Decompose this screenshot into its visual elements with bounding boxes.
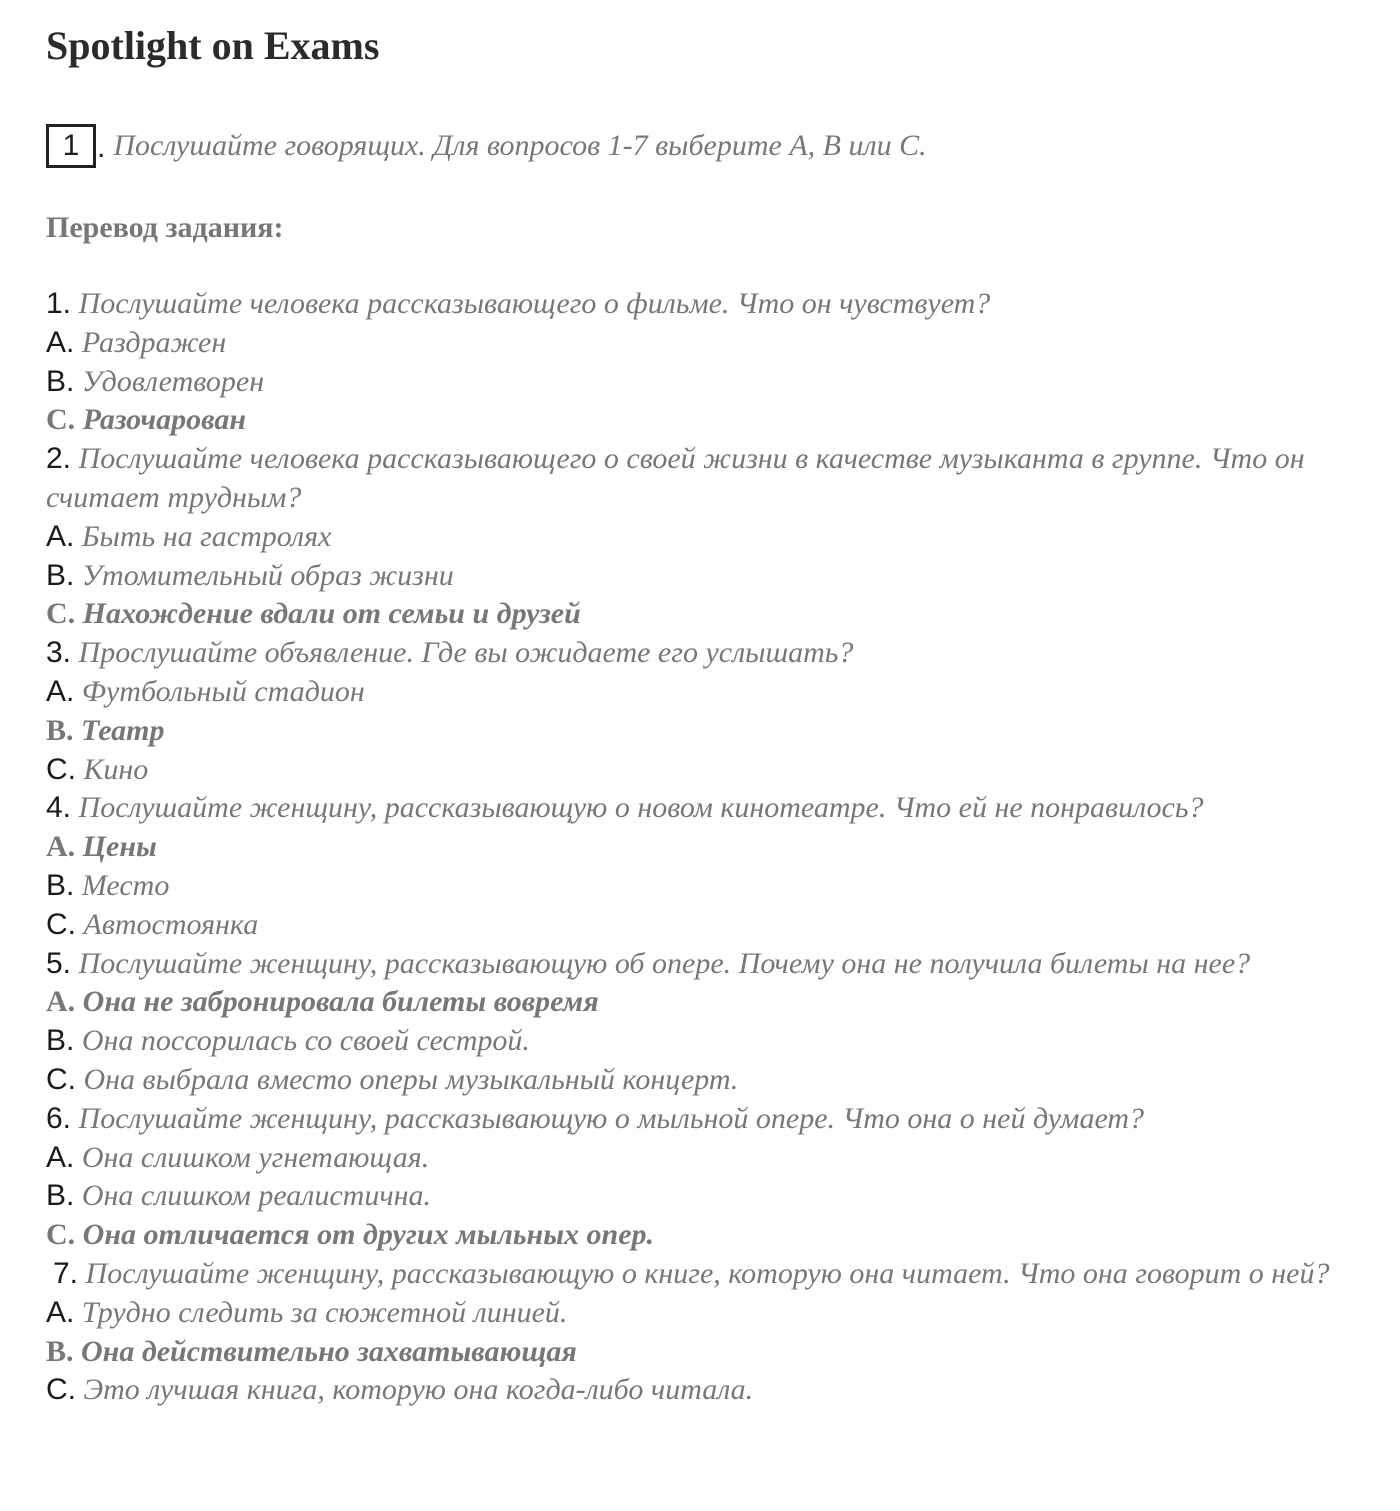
- option-text: Цены: [82, 830, 157, 864]
- question-text: Послушайте женщину, рассказывающую о мыльной опере. Что она о ней думает?: [78, 1101, 1145, 1135]
- option-label: C.: [46, 907, 76, 941]
- question-number: 1.: [46, 287, 72, 320]
- answer-option: [46, 557, 1376, 596]
- option-label: B.: [46, 1179, 75, 1213]
- option-text: Трудно следить за сюжетной линией.: [81, 1295, 568, 1329]
- option-text: Она не забронировала билеты вовремя: [82, 985, 599, 1019]
- option-text: Она поссорилась со своей сестрой.: [81, 1024, 530, 1058]
- answer-option-correct: [46, 983, 1376, 1022]
- option-label: C.: [46, 1373, 76, 1407]
- option-text: Она отличается от других мыльных опер.: [82, 1218, 655, 1252]
- question-text: Послушайте женщину, рассказывающую об опере. Почему она не получила билеты на нее?: [78, 946, 1251, 980]
- question-text: Послушайте человека рассказывающего о фильме. Что он чувствует?: [78, 287, 991, 320]
- option-text: Театр: [81, 713, 165, 747]
- option-text: Она слишком реалистична.: [81, 1179, 432, 1213]
- question-number: 3.: [46, 636, 72, 670]
- option-text: Разочарован: [82, 403, 246, 437]
- question-number: 4.: [46, 791, 72, 825]
- option-text: Она действительно захватывающая: [81, 1334, 577, 1368]
- option-label: A.: [46, 674, 75, 708]
- task-instruction-text: Послушайте говорящих. Для вопросов 1-7 выберите A, B или C.: [113, 129, 927, 162]
- question-list: [46, 285, 1376, 1410]
- option-text: Удовлетворен: [81, 364, 265, 398]
- answer-option-correct: [46, 595, 1376, 634]
- question-number: 2.: [46, 442, 72, 476]
- question-number: 7.: [53, 1256, 79, 1290]
- answer-option-correct: [46, 401, 1376, 440]
- answer-option: [46, 518, 1376, 557]
- answer-option: [46, 906, 1376, 945]
- question-2: [46, 440, 1376, 518]
- answer-option-correct: [46, 828, 1376, 867]
- option-text: Кино: [83, 752, 149, 786]
- page-title: Spotlight on Exams: [46, 23, 380, 68]
- option-label: B.: [46, 364, 75, 398]
- option-label: C.: [46, 597, 76, 631]
- answer-option: [46, 1139, 1376, 1178]
- question-text: Послушайте женщину, рассказывающую о новом кинотеатре. Что ей не понравилось?: [78, 791, 1204, 825]
- answer-option: [46, 673, 1376, 712]
- question-6: [46, 1100, 1376, 1139]
- task-instruction: [46, 124, 927, 168]
- question-1: [46, 285, 1376, 324]
- question-7: [46, 1255, 1376, 1294]
- option-text: Утомительный образ жизни: [81, 558, 454, 592]
- question-5: [46, 945, 1376, 984]
- answer-option-correct: [46, 1333, 1376, 1372]
- option-text: Это лучшая книга, которую она когда-либо читала.: [83, 1373, 754, 1407]
- task-number-dot: .: [97, 131, 106, 164]
- answer-option: [46, 363, 1376, 402]
- option-text: Она слишком угнетающая.: [81, 1140, 430, 1174]
- answer-option-correct: [46, 712, 1376, 751]
- option-label: C.: [46, 1218, 76, 1252]
- task-number-box: 1: [46, 124, 96, 168]
- question-number: 6.: [46, 1101, 72, 1135]
- question-3: [46, 634, 1376, 673]
- answer-option: [46, 1371, 1376, 1410]
- answer-option: [46, 1022, 1376, 1061]
- option-label: A.: [46, 830, 76, 864]
- question-text: Послушайте женщину, рассказывающую о книге, которую она читает. Что она говорит о ней?: [85, 1256, 1330, 1290]
- option-text: Она выбрала вместо оперы музыкальный концерт.: [83, 1062, 739, 1096]
- option-label: A.: [46, 1140, 75, 1174]
- option-text: Быть на гастролях: [81, 519, 332, 553]
- answer-option: [46, 324, 1376, 363]
- option-text: Автостоянка: [83, 907, 259, 941]
- answer-option: [46, 1061, 1376, 1100]
- option-label: A.: [46, 1295, 75, 1329]
- question-text: Послушайте человека рассказывающего о своей жизни в качестве музыканта в группе. Что он считает трудным?: [46, 442, 1305, 514]
- option-label: B.: [46, 868, 75, 902]
- option-text: Место: [81, 868, 170, 902]
- option-label: B.: [46, 1334, 74, 1368]
- question-4: [46, 789, 1376, 828]
- option-label: A.: [46, 325, 75, 359]
- option-text: Футбольный стадион: [81, 674, 365, 708]
- answer-option: [46, 1177, 1376, 1216]
- option-label: A.: [46, 985, 76, 1019]
- option-label: B.: [46, 1024, 75, 1058]
- option-label: C.: [46, 1062, 76, 1096]
- answer-option: [46, 751, 1376, 790]
- option-label: A.: [46, 519, 75, 553]
- option-text: Раздражен: [81, 325, 227, 359]
- question-text: Прослушайте объявление. Где вы ожидаете его услышать?: [78, 636, 854, 670]
- option-label: B.: [46, 713, 74, 747]
- option-label: B.: [46, 558, 75, 592]
- option-text: Нахождение вдали от семьи и друзей: [82, 597, 581, 631]
- answer-option: [46, 867, 1376, 906]
- question-number: 5.: [46, 946, 72, 980]
- option-label: C.: [46, 752, 76, 786]
- answer-option-correct: [46, 1216, 1376, 1255]
- option-label: C.: [46, 403, 76, 437]
- answer-option: [46, 1294, 1376, 1333]
- translation-heading: Перевод задания:: [46, 211, 284, 244]
